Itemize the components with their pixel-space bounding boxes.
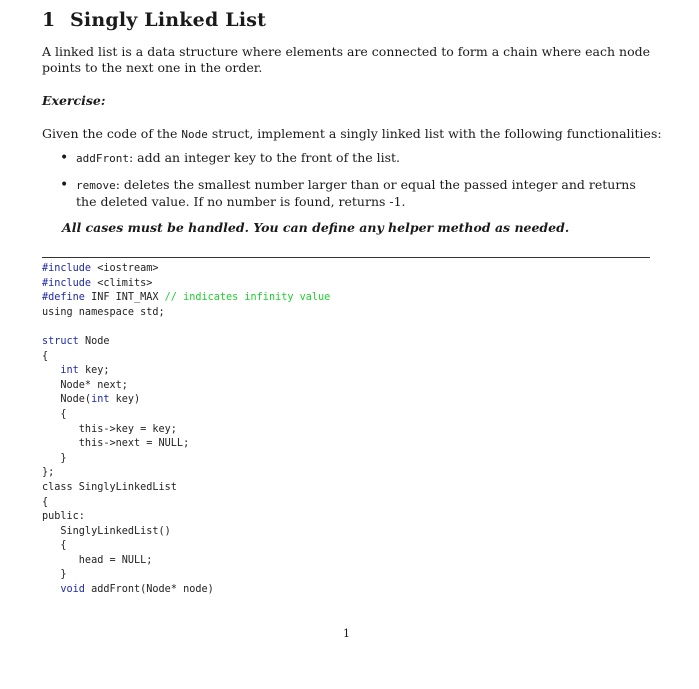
list-item-remove	[60, 177, 660, 210]
given-paragraph	[42, 126, 662, 143]
code-line: class SinglyLinkedList	[42, 481, 177, 493]
code-line: #include <iostream>	[42, 263, 159, 274]
section-number: 1	[42, 9, 56, 31]
addfront-code: addFront	[76, 152, 129, 165]
functionality-list	[60, 150, 660, 220]
code-line: {	[42, 408, 67, 420]
list-item-addfront	[60, 150, 660, 167]
code-line: }	[42, 569, 67, 581]
code-line: Node(int key)	[42, 394, 141, 406]
code-line: {	[42, 350, 49, 362]
section-heading: Singly Linked List	[70, 9, 267, 31]
requirements-note: All cases must be handled. You can define any helper method as needed.	[62, 220, 570, 235]
node-struct-code: Node	[181, 128, 208, 141]
code-line: this->next = NULL;	[42, 438, 190, 450]
code-line: public:	[42, 511, 85, 523]
code-line	[42, 320, 330, 335]
code-line: head = NULL;	[42, 554, 153, 566]
remove-description: : deletes the smallest number larger than or equal the passed integer and returns the deleted value. If no number is found, returns -1.	[76, 177, 636, 209]
page-number: 1	[343, 627, 350, 640]
code-line: struct Node	[42, 335, 110, 347]
code-line: SinglyLinkedList()	[42, 525, 171, 537]
exercise-label: Exercise:	[42, 93, 106, 108]
code-line: }	[42, 452, 67, 464]
horizontal-rule	[42, 257, 650, 258]
given-text-before: Given the code of the	[42, 126, 182, 141]
code-line: using namespace std;	[42, 306, 165, 318]
code-listing	[42, 262, 330, 598]
addfront-description: : add an integer key to the front of the list.	[128, 150, 401, 165]
remove-code: remove	[76, 179, 116, 192]
code-line: int key;	[60, 365, 110, 377]
code-line: Node* next;	[42, 379, 128, 391]
code-line: void addFront(Node* node)	[60, 584, 214, 596]
code-line: #define INF INT_MAX // indicates infinity value	[42, 292, 331, 304]
section-title	[42, 9, 266, 31]
code-line: {	[42, 540, 67, 552]
given-text-after: struct, implement a singly linked list with the following functionalities:	[207, 126, 662, 141]
code-line: #include <climits>	[42, 277, 153, 289]
code-line: };	[42, 467, 55, 479]
intro-paragraph: A linked list is a data structure where elements are connected to form a chain where each node points to the next one in the order.	[42, 44, 650, 75]
code-line: {	[42, 496, 49, 508]
code-line: this->key = key;	[42, 423, 177, 435]
